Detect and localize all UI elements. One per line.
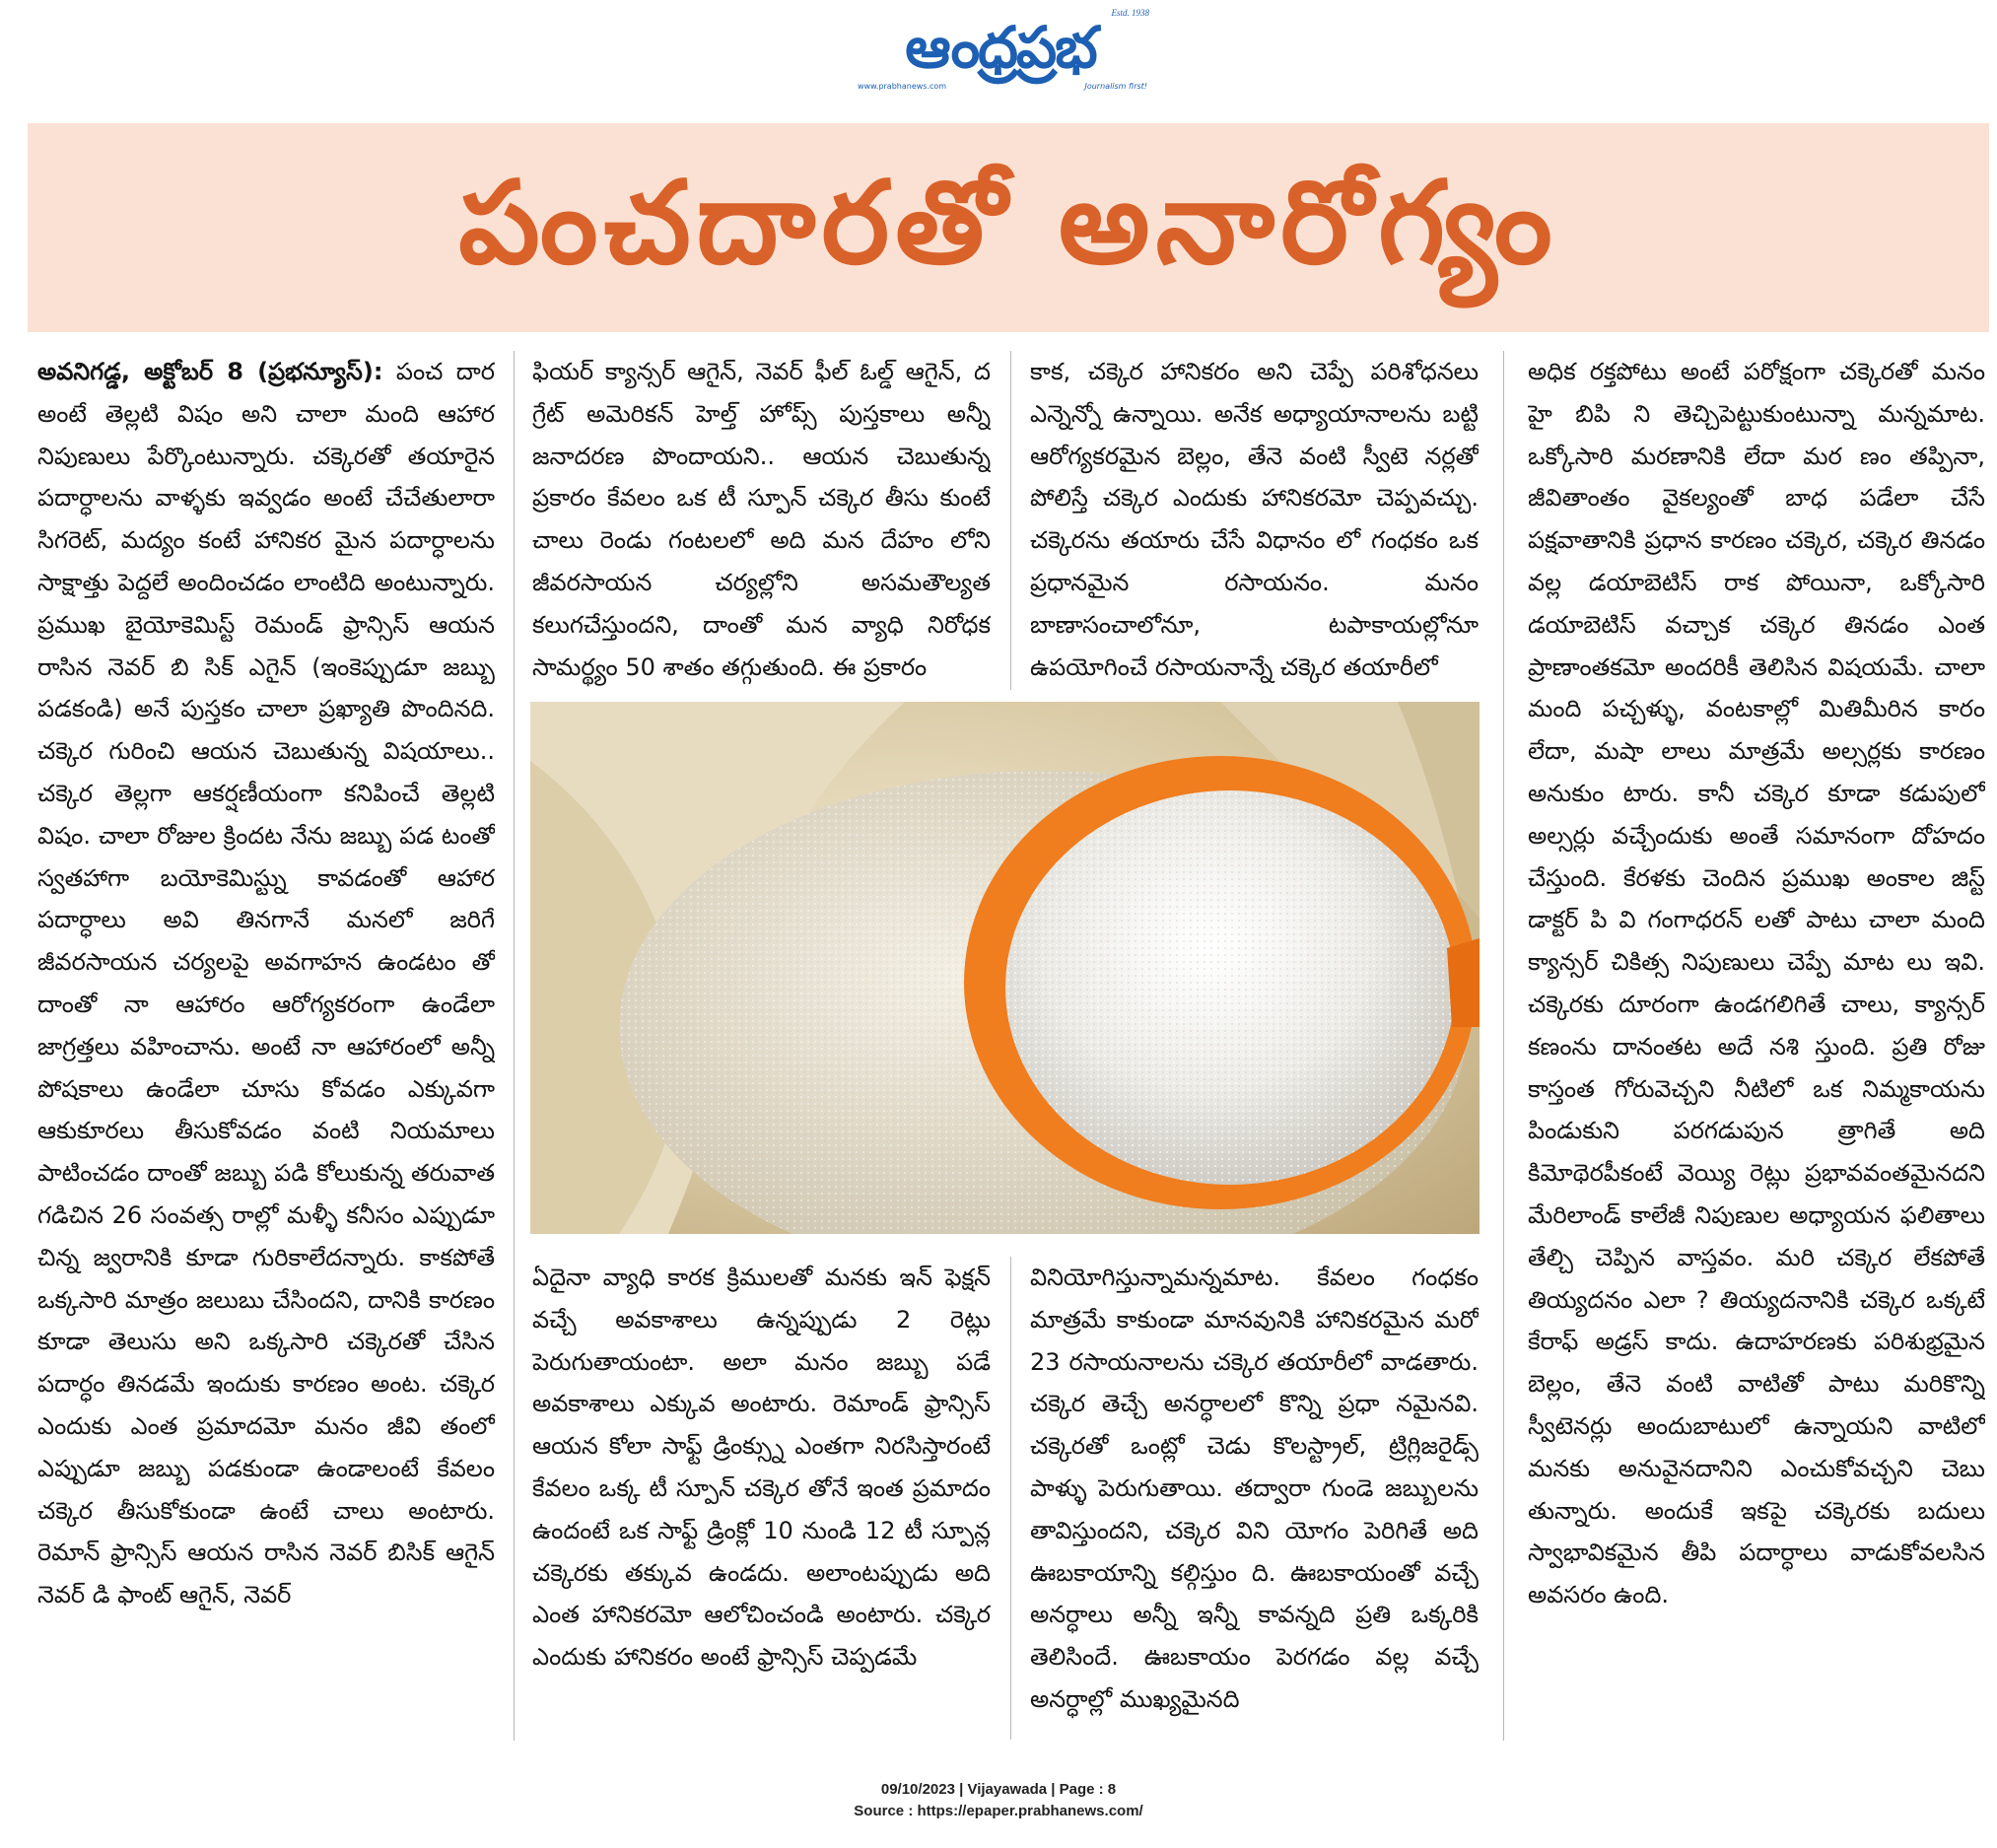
footer-edition-info: 09/10/2023 | Vijayawada | Page : 8 bbox=[880, 1781, 1117, 1798]
logo-estd: Estd. 1938 bbox=[1111, 8, 1149, 18]
column-2-bottom-text: ఏదైనా వ్యాధి కారక క్రిములతో మనకు ఇన్ ఫెక్షన్ వచ్చే అవకాశాలు ఉన్నప్పుడు 2 రెట్లు పెరుగుతాయంటా. అలా మనం జబ్బు పడే అవకాశాలు ఎక్కువ అంటారు. రెమాండ్ ఫ్రాన్సిస్ ఆయన కోలా సాఫ్ట్ డ్రింక్స్ను ఎంతగా నిరసిస్తారంటే కేవలం ఒక్క టీ స్పూన్ చక్కెర తోనే ఇంత ప్రమాదం ఉందంటే ఒక సాఫ్ట్ డ్రింక్లో 10 నుండి 12 టీ స్పూన్ల చక్కెరకు తక్కువ ఉండదు. అలాంటప్పుడు అది ఎంత హానికరమో ఆలోచించండి అంటారు. చక్కెర ఎందుకు హానికరం అంటే ఫ్రాన్సిస్ చెప్పడమే bbox=[532, 1264, 991, 1672]
column-rule bbox=[1010, 1257, 1011, 1740]
footer-source: Source : https://epaper.prabhanews.com/ bbox=[854, 1803, 1143, 1819]
sugar-bowl-photo bbox=[530, 702, 1480, 1234]
column-1-text: పంచ దార అంటే తెల్లటి విషం అని చాలా మంది ఆహార నిపుణులు పేర్కొంటున్నారు. చక్కెరతో తయారైన పదార్ధాలను వాళ్ళకు ఇవ్వడం అంటే చేచేతులారా సిగరెట్, మద్యం కంటే హానికర మైన పదార్ధాలను సాక్షాత్తు పెద్దలే అందించడం లాంటిది అంటున్నారు. ప్రముఖ బైయోకెమిస్ట్ రెమండ్ ఫ్రాన్సిస్ ఆయన రాసిన నెవర్ బి సిక్ ఎగైన్ (ఇంకెప్పుడూ జబ్బు పడకండి) అనే పుస్తకం చాలా ప్రఖ్యాతి పొందినది. చక్కెర గురించి ఆయన చెబుతున్న విషయాలు.. చక్కెర తెల్లగా ఆకర్షణీయంగా కనిపించే తెల్లటి విషం. చాలా రోజుల క్రిందట నేను జబ్బు పడ టంతో స్వతహాగా బయోకెమిస్ట్ను కావడంతో ఆహార పదార్ధాలు అవి తినగానే మనలో జరిగే జీవరసాయన చర్యలపై అవగాహన ఉండటం తో దాంతో నా ఆహారం ఆరోగ్యకరంగా ఉండేలా జాగ్రత్తలు వహించాను. అంటే నా ఆహారంలో అన్నీ పోషకాలు ఉండేలా చూసు కోవడం ఎక్కువగా ఆకుకూరలు తీసుకోవడం వంటి నియమాలు పాటించడం దాంతో జబ్బు పడి కోలుకున్న తరువాత గడిచిన 26 సంవత్స రాల్లో మళ్ళీ కనీసం ఎప్పుడూ చిన్న జ్వరానికి కూడా గురికాలేదన్నారు. కాకపోతే ఒక్కసారి మాత్రం జలుబు చేసిందని, దానికి కారణం కూడా తెలుసు అని ఒక్కసారి చక్కెరతో చేసిన పదార్ధం తినడమే ఇందుకు కారణం అంట. చక్కెర ఎందుకు ఎంత ప్రమాదమో మనం జీవి తంలో ఎప్పుడూ జబ్బు పడకుండా ఉండాలంటే కేవలం చక్కెర తీసుకోకుండా ఉంటే చాలు అంటారు. రెమాన్ ఫ్రాన్సిస్ ఆయన రాసిన నెవర్ బిసిక్ ఆగైన్ నెవర్ డి ఫాంట్ ఆగైన్, నెవర్ bbox=[37, 358, 495, 1609]
column-2-top-text: ఫియర్ క్యాన్సర్ ఆగైన్, నెవర్ ఫీల్ ఓల్డ్ ఆగైన్, ద గ్రేట్ అమెరికన్ హెల్త్ హోప్స్ పుస్తకాలు అన్నీ జనాదరణ పొందాయని.. ఆయన చెబుతున్న ప్రకారం కేవలం ఒక టీ స్పూన్ చక్కెర తీసు కుంటే చాలు రెండు గంటలలో అది మన దేహం లోని జీవరసాయన చర్యల్లోని అసమతౌల్యత కలుగచేస్తుందని, దాంతో మన వ్యాధి నిరోధక సామర్థ్యం 50 శాతం తగ్గుతుంది. ఈ ప్రకారం bbox=[532, 358, 991, 681]
dateline: అవనిగడ్డ, అక్టోబర్ 8 (ప్రభన్యూస్): bbox=[37, 358, 383, 385]
column-rule bbox=[1503, 351, 1504, 1741]
logo-text: ఆంధ్రప్రభ bbox=[905, 14, 1096, 81]
column-3-bottom-text: వినియోగిస్తున్నామన్నమాట. కేవలం గంధకం మాత్రమే కాకుండా మానవునికి హానికరమైన మరో 23 రసాయనాలను చక్కెర తయారీలో వాడతారు. చక్కెర తెచ్చే అనర్ధాలలో కొన్ని ప్రధా నమైనవి. చక్కెరతో ఒంట్లో చెడు కొలస్ట్రాల్, ట్రిగ్లిజరైడ్స్ పాళ్ళు పెరుగుతాయి. తద్వారా గుండె జబ్బులను తావిస్తుందని, చక్కెర విని యోగం పెరిగితే అది ఊబకాయాన్ని కల్గిస్తుం ది. ఊబకాయంతో వచ్చే అనర్ధాలు అన్నీ ఇన్నీ కావన్నది ప్రతి ఒక్కరికి తెలిసిందే. ఊబకాయం పెరగడం వల్ల వచ్చే అనర్ధాల్లో ముఖ్యమైనది bbox=[1030, 1264, 1479, 1713]
headline: పంచదారతో అనారోగ్యం bbox=[458, 157, 1558, 290]
headline-banner bbox=[28, 123, 1989, 332]
column-3-top-text: కాక, చక్కెర హానికరం అని చెప్పే పరిశోధనలు ఎన్నెన్నో ఉన్నాయి. అనేక అధ్యాయానాలను బట్టి ఆరోగ్యకరమైన బెల్లం, తేనె వంటి స్వీటె నర్లతో పోలిస్తే చక్కెర ఎందుకు హానికరమో చెప్పవచ్చు. చక్కెరను తయారు చేసే విధానం లో గంధకం ఒక ప్రధానమైన రసాయనం. మనం బాణాసంచాలోనూ, టపాకాయల్లోనూ ఉపయోగించే రసాయనాన్నే చక్కెర తయారీలో bbox=[1030, 358, 1479, 681]
article-column-3-top bbox=[1030, 351, 1479, 690]
column-rule bbox=[514, 351, 515, 1741]
column-4-text: అధిక రక్తపోటు అంటే పరోక్షంగా చక్కెరతో మనం హై బిపి ని తెచ్చిపెట్టుకుంటున్నా మన్నమాట. ఒక్కోసారి మరణానికి లేదా మర ణం తప్పినా, జీవితాంతం వైకల్యంతో బాధ పడేలా చేసే పక్షవాతానికి ప్రధాన కారణం చక్కెర, చక్కెర తినడం వల్ల డయాబెటిస్ రాక పోయినా, ఒక్కోసారి డయాబెటిస్ వచ్చాక చక్కెర తినడం ఎంత ప్రాణాంతకమో అందరికీ తెలిసిన విషయమే. చాలా మంది పచ్చళ్ళు, వంటకాల్లో మితిమీరిన కారం లేదా, మషా లాలు మాత్రమే అల్సర్లకు కారణం అనుకుం టారు. కానీ చక్కెర కూడా కడుపులో అల్సర్లు వచ్చేందుకు అంతే సమానంగా దోహదం చేస్తుంది. కేరళకు చెందిన ప్రముఖ అంకాల జిస్ట్ డాక్టర్ పి వి గంగాధరన్ లతో పాటు చాలా మంది క్యాన్సర్ చికిత్స నిపుణులు చెప్పే మాట లు ఇవి. చక్కెరకు దూరంగా ఉండగలిగితే చాలు, క్యాన్సర్ కణంను దానంతట అదే నశి స్తుంది. ప్రతి రోజు కాస్తంత గోరువెచ్చని నీటిలో ఒక నిమ్మకాయను పిండుకుని పరగడుపున త్రాగితే అది కిమోథెరపీకంటే వెయ్యి రెట్లు ప్రభావవంతమైనదని మేరిలాండ్ కాలేజీ నిపుణుల అధ్యాయన ఫలితాలు తేల్చి చెప్పిన వాస్తవం. మరి చక్కెర లేకపోతే తియ్యదనం ఎలా ? తియ్యదనానికి చక్కెర ఒక్కటే కేరాఫ్ అడ్రస్ కాదు. ఉదాహరణకు పరిశుభ్రమైన బెల్లం, తేనె వంటి వాటితో పాటు మరికొన్ని స్వీటెనర్లు అందుబాటులో ఉన్నాయని వాటిలో మనకు అనువైనదానిని ఎంచుకోవచ్చని చెబు తున్నారు. అందుకే ఇకపై చక్కెరకు బదులు స్వాభావికమైన తీపి పదార్ధాలు వాడుకోవలసిన అవసరం ఉంది. bbox=[1528, 358, 1985, 1609]
sugar-bowl-illustration bbox=[530, 702, 1480, 1234]
article-column-3-bottom bbox=[1030, 1257, 1479, 1740]
logo-tagline: Journalism first! bbox=[1084, 82, 1147, 91]
article-column-2-bottom bbox=[532, 1257, 991, 1740]
logo-url: www.prabhanews.com bbox=[858, 82, 947, 91]
column-rule bbox=[1010, 351, 1011, 690]
article-column-4 bbox=[1528, 351, 1985, 1741]
article-column-1 bbox=[37, 351, 495, 1741]
masthead-logo bbox=[848, 8, 1153, 91]
article-column-2-top bbox=[532, 351, 991, 690]
